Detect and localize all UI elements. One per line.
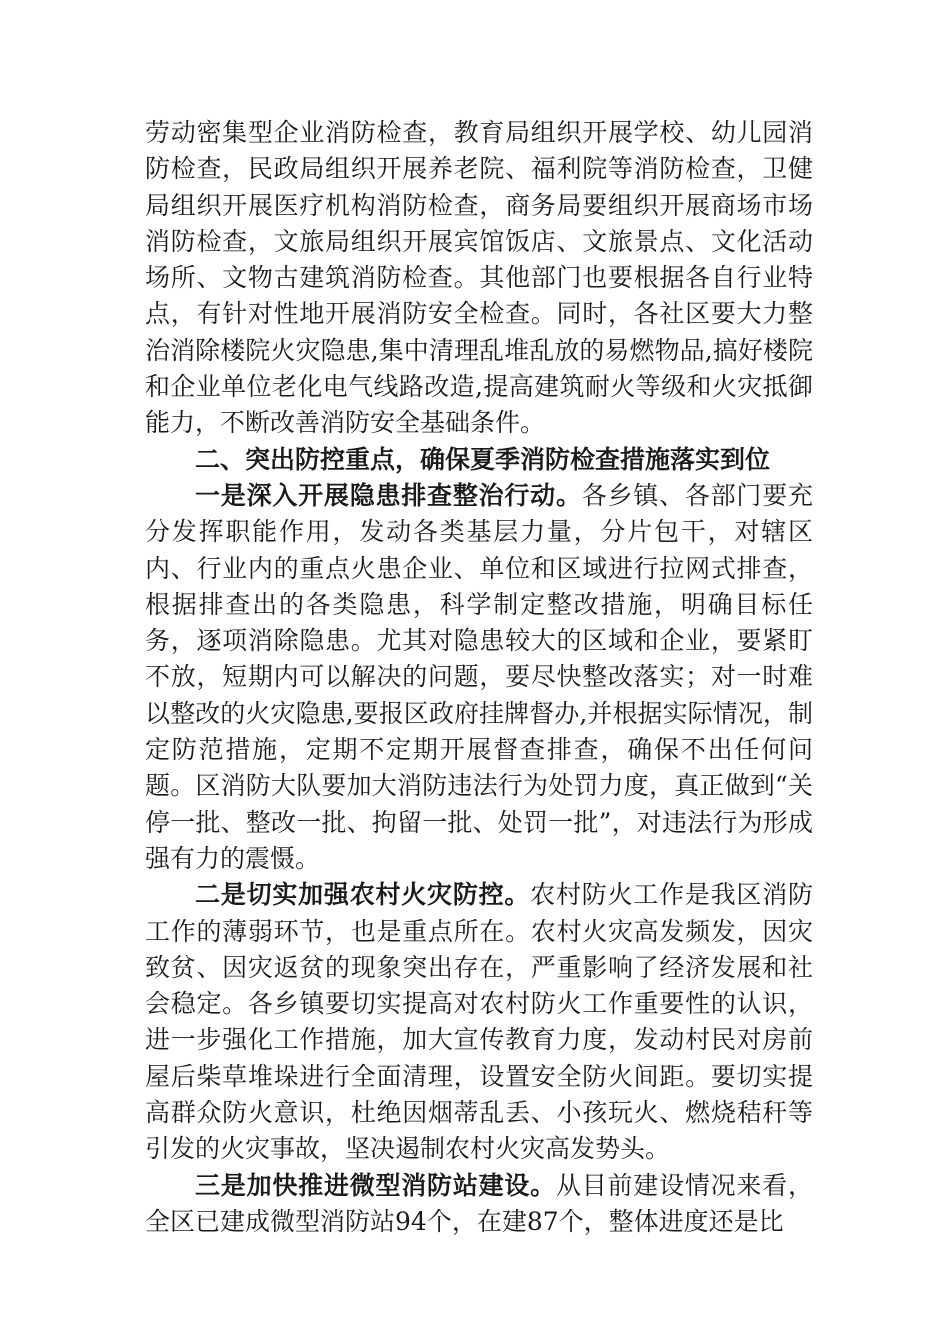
paragraph-body: 各乡镇、各部门要充分发挥职能作用，发动各类基层力量，分片包干，对辖区内、行业内的重点火患企业、单位和区域进行拉网式排查，根据排查出的各类隐患，科学制定整改措施，明确目标任务，逐项消除隐患。尤其对隐患较大的区域和企业，要紧盯不放，短期内可以解决的问题，要尽快整改落实；对一时难以整改的火灾隐患,要报区政府挂牌督办,并根据实际情况，制定防范措施，定期不定期开展督查排查，确保不出任何问题。区消防大队要加大消防违法行为处罚力度，真正做到“关停一批、整改一批、拘留一批、处罚一批”，对违法行为形成强有力的震慑。: [145, 480, 813, 873]
paragraph-lead: 一是深入开展隐患排查整治行动。: [195, 480, 582, 510]
paragraph-lead: 三是加快推进微型消防站建设。: [195, 1170, 556, 1200]
section-heading: 二、突出防控重点，确保夏季消防检查措施落实到位: [195, 444, 771, 474]
paragraph-body: 农村防火工作是我区消防工作的薄弱环节，也是重点所在。农村火灾高发频发，因灾致贫、因灾返贫的现象突出存在，严重影响了经济发展和社会稳定。各乡镇要切实提高对农村防火工作重要性的认识，进一步强化工作措施，加大宣传教育力度，发动村民对房前屋后柴草堆垛进行全面清理，设置安全防火间距。要切实提高群众防火意识，杜绝因烟蒂乱丢、小孩玩火、燃烧秸秆等引发的火灾事故，坚决遏制农村火灾高发势头。: [145, 880, 813, 1164]
paragraph-micro-fire-station: [145, 1168, 813, 1241]
paragraph-body: 从目前建设情况来看，全区已建成微型消防站94个，在建87个，整体进度还是比: [145, 1170, 813, 1236]
paragraph-lead: 二是切实加强农村火灾防控。: [195, 880, 531, 910]
paragraph-continued: 劳动密集型企业消防检查，教育局组织开展学校、幼儿园消防检查，民政局组织开展养老院、福利院等消防检查，卫健局组织开展医疗机构消防检查，商务局要组织开展商场市场消防检查，文旅局组织开展宾馆饭店、文旅景点、文化活动场所、文物古建筑消防检查。其他部门也要根据各自行业特点，有针对性地开展消防安全检查。同时，各社区要大力整治消除楼院火灾隐患,集中清理乱堆乱放的易燃物品,搞好楼院和企业单位老化电气线路改造,提高建筑耐火等级和火灾抵御能力，不断改善消防安全基础条件。: [145, 118, 813, 438]
paragraph-rural-fire-control: [145, 877, 813, 1167]
paragraph-hazard-inspection: [145, 478, 813, 877]
document-page: [145, 115, 813, 1240]
